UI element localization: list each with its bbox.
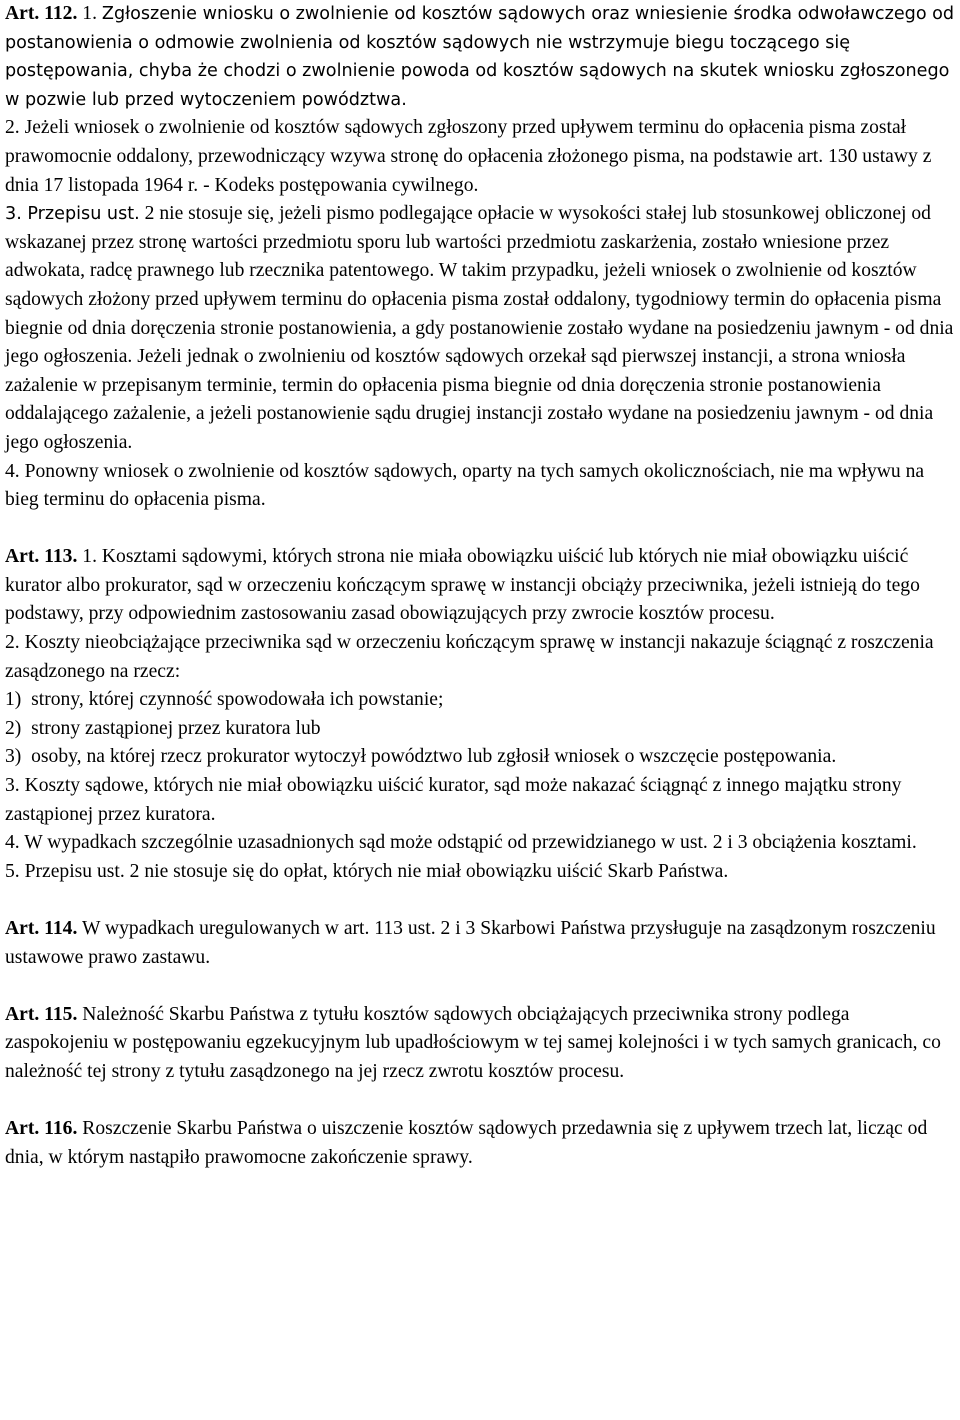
art114-para <box>5 915 957 972</box>
list-item-text: strony zastąpionej przez kuratora lub <box>31 717 321 739</box>
art113-list-item-1 <box>5 686 957 715</box>
section-gap <box>5 972 957 1001</box>
list-item-number: 2) <box>5 717 22 739</box>
article-heading: Art. 112. <box>5 3 78 24</box>
article-heading: Art. 113. <box>5 546 78 568</box>
art113-para-1 <box>5 543 957 629</box>
paragraph-text: Należność Skarbu Państwa z tytułu kosztów sądowych obciążających przeciwnika strony podlega zaspokojeniu w postępowaniu egzekucyjnym lub upadłościowym w tej samej kolejności i w tych samych granicach, co należność tej strony z tytułu zasądzonego na jej rzecz zwrotu kosztów procesu. <box>5 1003 941 1082</box>
paragraph-text: 2 nie stosuje się, jeżeli pismo podlegające opłacie w wysokości stałej lub stosunkowej obliczonej od wskazanej przez stronę wartości przedmiotu sporu lub wartości przedmiotu zaskarżenia, zostało wniesione przez adwokata, radcę prawnego lub rzecznika patentowego. W takim przypadku, jeżeli wniosek o zwolnienie od kosztów sądowych złożony przed upływem terminu do opłacenia pisma został oddalony, tygodniowy termin do opłacenia pisma biegnie od dnia doręczenia stronie postanowienia, a gdy postanowienie zostało wydane na posiedzeniu jawnym - od dnia jego ogłoszenia. Jeżeli jednak o zwolnieniu od kosztów sądowych orzekał sąd pierwszej instancji, a strona wniosła zażalenie w przepisanym terminie, termin do opłacenia pisma biegnie od dnia doręczenia stronie postanowienia oddalającego zażalenie, a jeżeli postanowienie sądu drugiej instancji zostało wydane na posiedzeniu jawnym - od dnia jego ogłoszenia. <box>5 203 954 453</box>
art112-para-2 <box>5 114 957 200</box>
art116-para <box>5 1115 957 1172</box>
art113-list-item-2 <box>5 715 957 744</box>
paragraph-number: 1. <box>82 3 97 24</box>
art115-para <box>5 1001 957 1087</box>
art113-list-item-3 <box>5 743 957 772</box>
article-114 <box>5 915 957 972</box>
list-item-text: strony, której czynność spowodowała ich powstanie; <box>31 689 444 711</box>
section-gap <box>5 515 957 544</box>
paragraph-text: 1. Kosztami sądowymi, których strona nie miała obowiązku uiścić lub których nie miał obowiązku uiścić kurator albo prokurator, sąd w orzeczeniu kończącym sprawę w instancji obciąży przeciwnika, jeżeli istnieją do tego podstawy, przy odpowiednim zastosowaniu zasad obowiązujących przy zwrocie kosztów procesu. <box>5 546 920 625</box>
list-item-number: 3) <box>5 746 22 768</box>
art113-para-2: 2. Koszty nieobciążające przeciwnika sąd w orzeczeniu kończącym sprawę w instancji nakazuje ściągnąć z roszczenia zasądzonego na rzecz: <box>5 632 934 682</box>
article-112 <box>5 0 957 515</box>
document-page <box>5 0 957 1172</box>
article-heading: Art. 115. <box>5 1003 78 1025</box>
art113-para-3: 3. Koszty sądowe, których nie miał obowiązku uiścić kurator, sąd może nakazać ściągnąć z innego majątku strony zastąpionej przez kuratora. <box>5 775 902 825</box>
art112-para-3 <box>5 200 957 457</box>
art112-para-1 <box>5 0 957 114</box>
list-item-text: osoby, na której rzecz prokurator wytoczył powództwo lub zgłosił wniosek o wszczęcie postępowania. <box>31 746 837 768</box>
article-heading: Art. 116. <box>5 1118 78 1140</box>
article-115 <box>5 1001 957 1087</box>
section-gap <box>5 1087 957 1116</box>
paragraph-text: W wypadkach uregulowanych w art. 113 ust. 2 i 3 Skarbowi Państwa przysługuje na zasądzonym roszczeniu ustawowe prawo zastawu. <box>5 918 936 968</box>
paragraph-text: Roszczenie Skarbu Państwa o uiszczenie kosztów sądowych przedawnia się z upływem trzech lat, licząc od dnia, w którym nastąpiło prawomocne zakończenie sprawy. <box>5 1118 928 1168</box>
section-gap <box>5 886 957 915</box>
art112-para-4: 4. Ponowny wniosek o zwolnienie od kosztów sądowych, oparty na tych samych okolicznościach, nie ma wpływu na bieg terminu do opłacenia pisma. <box>5 460 925 511</box>
paragraph-number: 2. <box>5 117 20 139</box>
article-heading: Art. 114. <box>5 918 78 939</box>
art113-para-5: 5. Przepisu ust. 2 nie stosuje się do opłat, których nie miał obowiązku uiścić Skarb Państwa. <box>5 860 729 882</box>
article-113 <box>5 543 957 886</box>
paragraph-text: Zgłoszenie wniosku o zwolnienie od kosztów sądowych oraz wniesienie środka odwoławczego od postanowienia o odmowie zwolnienia od kosztów sądowych nie wstrzymuje biegu toczącego się postępowania, chyba że chodzi o zwolnienie powoda od kosztów sądowych na skutek wniosku zgłoszonego w pozwie lub przed wytoczeniem powództwa. <box>5 4 955 110</box>
list-item-number: 1) <box>5 689 22 711</box>
art113-para-4: 4. W wypadkach szczególnie uzasadnionych sąd może odstąpić od przewidzianego w ust. 2 i 3 obciążenia kosztami. <box>5 832 917 854</box>
paragraph-text: Jeżeli wniosek o zwolnienie od kosztów sądowych zgłoszony przed upływem terminu do opłacenia pisma został prawomocnie oddalony, przewodniczący wzywa stronę do opłacenia złożonego pisma, na podstawie art. 130 ustawy z dnia 17 listopada 1964 r. - Kodeks postępowania cywilnego. <box>5 117 932 196</box>
paragraph-lead: 3. Przepisu ust. <box>5 204 140 225</box>
article-116 <box>5 1115 957 1172</box>
